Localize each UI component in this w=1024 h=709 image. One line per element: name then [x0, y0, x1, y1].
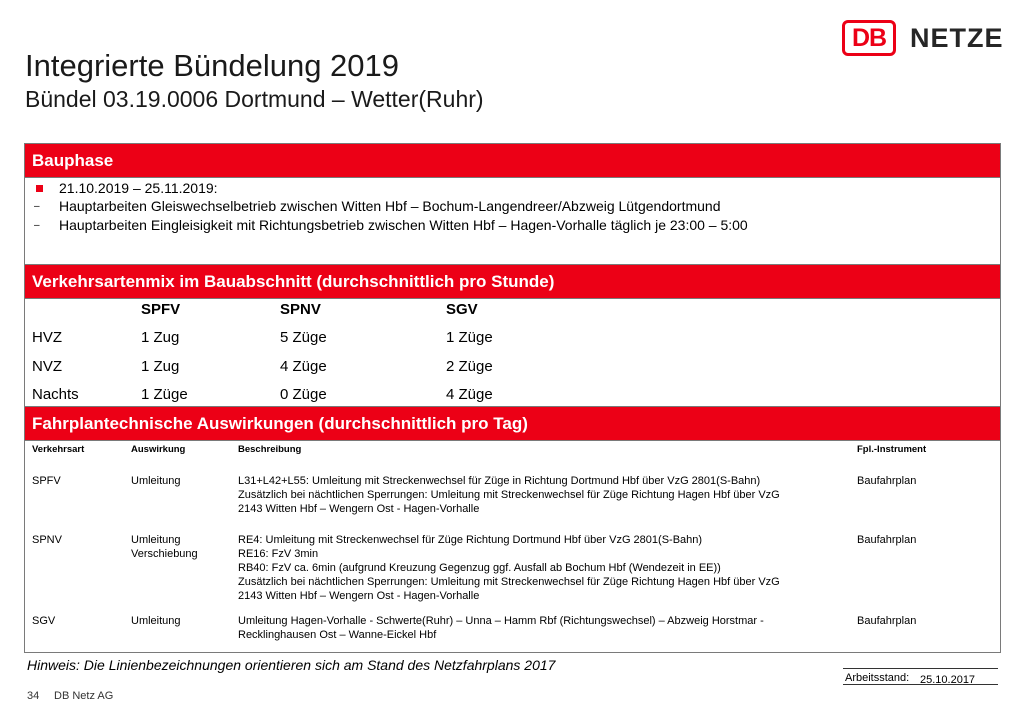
instrument-cell: Baufahrplan: [857, 475, 917, 487]
bauphase-item-text: Hauptarbeiten Eingleisigkeit mit Richtungsbetrieb zwischen Witten Hbf – Hagen-Vorhalle täglich je 23:00 – 5:00: [59, 217, 748, 233]
instrument-cell: Baufahrplan: [857, 534, 917, 546]
brand-name: NETZE: [910, 22, 1004, 53]
table-cell: 4 Züge: [280, 358, 327, 375]
company-name: DB Netz AG: [54, 690, 114, 702]
column-header: Fpl.-Instrument: [857, 444, 927, 455]
verkehrsart-cell: SPNV: [32, 534, 62, 546]
square-bullet-icon: [36, 185, 43, 192]
beschreibung-line: 2143 Witten Hbf – Wengern Ost - Hagen-Vorhalle: [238, 503, 480, 515]
db-logo-icon: DB: [842, 20, 896, 56]
arbeitsstand-value: 25.10.2017: [920, 674, 976, 686]
instrument-cell: Baufahrplan: [857, 615, 917, 627]
page-title: Integrierte Bündelung 2019: [25, 48, 400, 83]
divider: [843, 684, 998, 685]
table-cell: 1 Zug: [141, 329, 180, 346]
verkehrsartenmix-panel: [24, 265, 1001, 407]
auswirkungen-header: Fahrplantechnische Auswirkungen (durchschnittlich pro Tag): [25, 407, 1000, 441]
page-subtitle: Bündel 03.19.0006 Dortmund – Wetter(Ruhr): [25, 86, 484, 112]
column-header: Auswirkung: [131, 444, 186, 455]
column-header: SPNV: [280, 301, 321, 318]
table-cell: 5 Züge: [280, 329, 327, 346]
table-cell: 1 Züge: [141, 386, 188, 403]
table-cell: 2 Züge: [446, 358, 493, 375]
beschreibung-line: RE16: FzV 3min: [238, 548, 319, 560]
dash-bullet-icon: –: [34, 201, 40, 212]
row-label: NVZ: [32, 358, 62, 375]
arbeitsstand-label: Arbeitsstand:: [845, 672, 910, 684]
column-header: SPFV: [141, 301, 181, 318]
db-netze-logo: [842, 20, 1004, 56]
beschreibung-line: RE4: Umleitung mit Streckenwechsel für Züge Richtung Dortmund Hbf über VzG 2801(S-Bahn): [238, 534, 703, 546]
auswirkung-cell: Umleitung: [131, 475, 181, 487]
verkehrsart-cell: SPFV: [32, 475, 61, 487]
bauphase-period: 21.10.2019 – 25.11.2019:: [59, 180, 218, 196]
verkehrsart-cell: SGV: [32, 615, 56, 627]
column-header: Verkehrsart: [32, 444, 85, 455]
bauphase-item-text: Hauptarbeiten Gleiswechselbetrieb zwischen Witten Hbf – Bochum-Langendreer/Abzweig Lütgendortmund: [59, 198, 721, 214]
verkehrsartenmix-header: Verkehrsartenmix im Bauabschnitt (durchschnittlich pro Stunde): [25, 265, 1000, 299]
bauphase-panel: [24, 143, 1001, 265]
divider: [843, 668, 998, 669]
auswirkung-cell: Umleitung: [131, 534, 181, 546]
table-cell: 1 Zug: [141, 358, 180, 375]
auswirkung-cell: Verschiebung: [131, 548, 198, 560]
beschreibung-line: 2143 Witten Hbf – Wengern Ost - Hagen-Vorhalle: [238, 590, 480, 602]
column-header: SGV: [446, 301, 478, 318]
auswirkung-cell: Umleitung: [131, 615, 181, 627]
table-cell: 0 Züge: [280, 386, 327, 403]
auswirkungen-panel: [24, 407, 1001, 653]
beschreibung-line: Umleitung Hagen-Vorhalle - Schwerte(Ruhr) – Unna – Hamm Rbf (Richtungswechsel) – Abzweig Horstmar -: [238, 615, 764, 627]
table-cell: 1 Züge: [446, 329, 493, 346]
row-label: HVZ: [32, 329, 62, 346]
beschreibung-line: Zusätzlich bei nächtlichen Sperrungen: Umleitung mit Streckenwechsel für Züge Richtung Hagen Hbf über VzG: [238, 576, 780, 588]
table-cell: 4 Züge: [446, 386, 493, 403]
row-label: Nachts: [32, 386, 79, 403]
bauphase-header: Bauphase: [25, 144, 1000, 178]
column-header: Beschreibung: [238, 444, 302, 455]
page-number: 34: [27, 690, 40, 702]
beschreibung-line: RB40: FzV ca. 6min (aufgrund Kreuzung Gegenzug ggf. Ausfall ab Bochum Hbf (Wendezeit in EE)): [238, 562, 721, 574]
dash-bullet-icon: –: [34, 220, 40, 231]
beschreibung-line: L31+L42+L55: Umleitung mit Streckenwechsel für Züge in Richtung Dortmund Hbf über VzG 2801(S-Bahn): [238, 475, 761, 487]
beschreibung-line: Zusätzlich bei nächtlichen Sperrungen: Umleitung mit Streckenwechsel für Züge Richtung Hagen Hbf über VzG: [238, 489, 780, 501]
hinweis-note: Hinweis: Die Linienbezeichnungen orientieren sich am Stand des Netzfahrplans 2017: [27, 657, 556, 673]
beschreibung-line: Recklinghausen Ost – Wanne-Eickel Hbf: [238, 629, 437, 641]
